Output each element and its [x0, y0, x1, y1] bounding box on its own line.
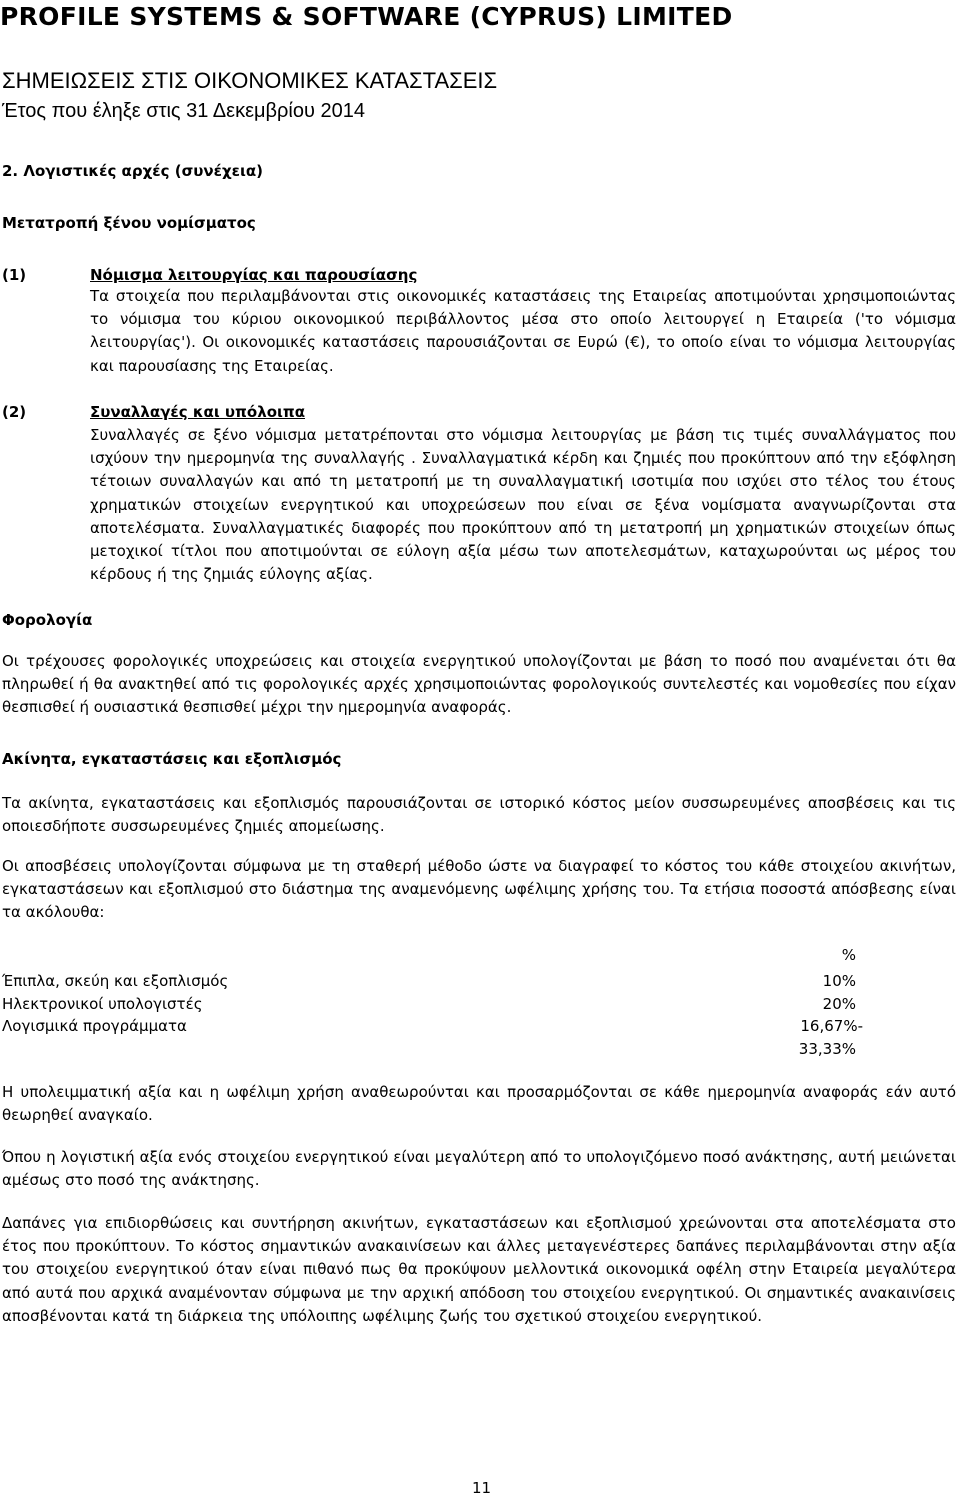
item-paragraph: Συναλλαγές σε ξένο νόμισμα μετατρέπονται στο νόμισμα λειτουργίας με βάση τις τιμές συναλλάγματος που ισχύουν την ημερομηνία της συναλλαγής . Συναλλαγματικά κέρδη και ζημιές που προκύπτουν από την εξόφληση τέτοιων συναλλαγών και από τη μετατροπή με τη συναλλαγματική ισοτιμία που ισχύει στο τέλος του έτους χρηματικών στοιχείων ενεργητικού και υποχρεώσεων που είναι σε ξένα νομίσματα αναγνωρίζονται στα αποτελέσματα. Συναλλαγματικές διαφορές που προκύπτουν από τη μετατροπή μη χρηματικών στοιχείων όπως μετοχικοί τίτλοι που αποτιμούνται σε εύλογη αξία μέσω των αποτελεσμάτων, καταχωρούνται ως μέρος του κέρδους ή της ζημιάς εύλογης αξίας. — [90, 426, 956, 584]
item-title: Νόμισμα λειτουργίας και παρουσίασης — [90, 266, 418, 284]
section-heading: 2. Λογιστικές αρχές (συνέχεια) — [2, 162, 263, 180]
rate-label: Έπιπλα, σκεύη και εξοπλισμός — [2, 972, 229, 990]
item-number: (2) — [2, 403, 27, 421]
ppe-paragraph: Η υπολειμματική αξία και η ωφέλιμη χρήση αναθεωρούνται και προσαρμόζονται σε κάθε ημερομηνία αναφοράς εάν αυτό θεωρηθεί αναγκαίο. — [2, 1083, 956, 1125]
ppe-paragraph: Οι αποσβέσεις υπολογίζονται σύμφωνα με τη σταθερή μέθοδο ώστε να διαγραφεί το κόστος του κάθε στοιχείου ακινήτων, εγκαταστάσεων και εξοπλισμού στο διάστημα της αναμενόμενης ωφέλιμης χρήσης του. Τα ετήσια ποσοστά απόσβεσης είναι τα ακόλουθα: — [2, 857, 956, 922]
rates-header: % — [841, 946, 856, 964]
item-number: (1) — [2, 266, 27, 284]
ppe-heading: Ακίνητα, εγκαταστάσεις και εξοπλισμός — [2, 750, 342, 768]
rate-value-continued: 33,33% — [798, 1040, 856, 1058]
rate-value: 16,67%- — [800, 1017, 863, 1035]
document-subtitle: Έτος που έληξε στις 31 Δεκεμβρίου 2014 — [2, 100, 365, 122]
ppe-paragraph: Τα ακίνητα, εγκαταστάσεις και εξοπλισμός παρουσιάζονται σε ιστορικό κόστος μείον συσσωρευμένες αποσβέσεις και τις οποιεσδήποτε συσσωρευμένες ζημιές απομείωσης. — [2, 794, 956, 836]
depreciation-rates-table — [0, 946, 960, 1066]
rate-value: 10% — [822, 972, 856, 990]
company-name: PROFILE SYSTEMS & SOFTWARE (CYPRUS) LIMITED — [0, 2, 733, 31]
rate-label: Λογισμικά προγράμματα — [2, 1017, 187, 1035]
tax-heading: Φορολογία — [2, 611, 93, 629]
section-subheading: Μετατροπή ξένου νομίσματος — [2, 214, 256, 232]
ppe-paragraph: Δαπάνες για επιδιορθώσεις και συντήρηση ακινήτων, εγκαταστάσεων και εξοπλισμού χρεώνονται στα αποτελέσματα στο έτος που προκύπτουν. Το κόστος σημαντικών ανακαινίσεων και άλλες μεταγενέστερες δαπάνες περιλαμβάνονται στην αξία του στοιχείου ενεργητικού όταν είναι πιθανό πως θα προκύψουν μελλοντικά οικονομικά οφέλη στην Εταιρεία μεγαλύτερα από αυτά που αρχικά αναμένονταν σύμφωνα με την αρχική απόδοση του στοιχείου ενεργητικού. Οι σημαντικές ανακαινίσεις αποσβένονται κατά τη διάρκεια της υπόλοιπης ωφέλιμης ζωής του σχετικού στοιχείου ενεργητικού. — [2, 1214, 956, 1325]
item-title: Συναλλαγές και υπόλοιπα — [90, 403, 306, 421]
rate-label: Ηλεκτρονικοί υπολογιστές — [2, 995, 203, 1013]
item-paragraph: Τα στοιχεία που περιλαμβάνονται στις οικονομικές καταστάσεις της Εταιρείας αποτιμούνται χρησιμοποιώντας το νόμισμα του κύριου οικονομικού περιβάλλοντος μέσα στο οποίο λειτουργεί η Εταιρεία ('το νόμισμα λειτουργίας'). Οι οικονομικές καταστάσεις παρουσιάζονται σε Ευρώ (€), το οποίο είναι το νόμισμα λειτουργίας και παρουσίασης της Εταιρείας. — [90, 287, 956, 375]
tax-paragraph: Οι τρέχουσες φορολογικές υποχρεώσεις και στοιχεία ενεργητικού υπολογίζονται με βάση το ποσό που αναμένεται ότι θα πληρωθεί ή θα ανακτηθεί από τις φορολογικές αρχές χρησιμοποιώντας φορολογικούς συντελεστές και νομοθεσίες που είχαν θεσπισθεί ή ουσιαστικά θεσπισθεί μέχρι την ημερομηνία αναφοράς. — [2, 652, 956, 717]
ppe-paragraph: Όπου η λογιστική αξία ενός στοιχείου ενεργητικού είναι μεγαλύτερη από το υπολογιζόμενο ποσό ανάκτησης, αυτή μειώνεται αμέσως στο ποσό της ανάκτησης. — [2, 1148, 956, 1190]
document-title: ΣΗΜΕΙΩΣΕΙΣ ΣΤΙΣ ΟΙΚΟΝΟΜΙΚΕΣ ΚΑΤΑΣΤΑΣΕΙΣ — [2, 68, 498, 93]
page-number: 11 — [472, 1479, 492, 1497]
rate-value: 20% — [822, 995, 856, 1013]
